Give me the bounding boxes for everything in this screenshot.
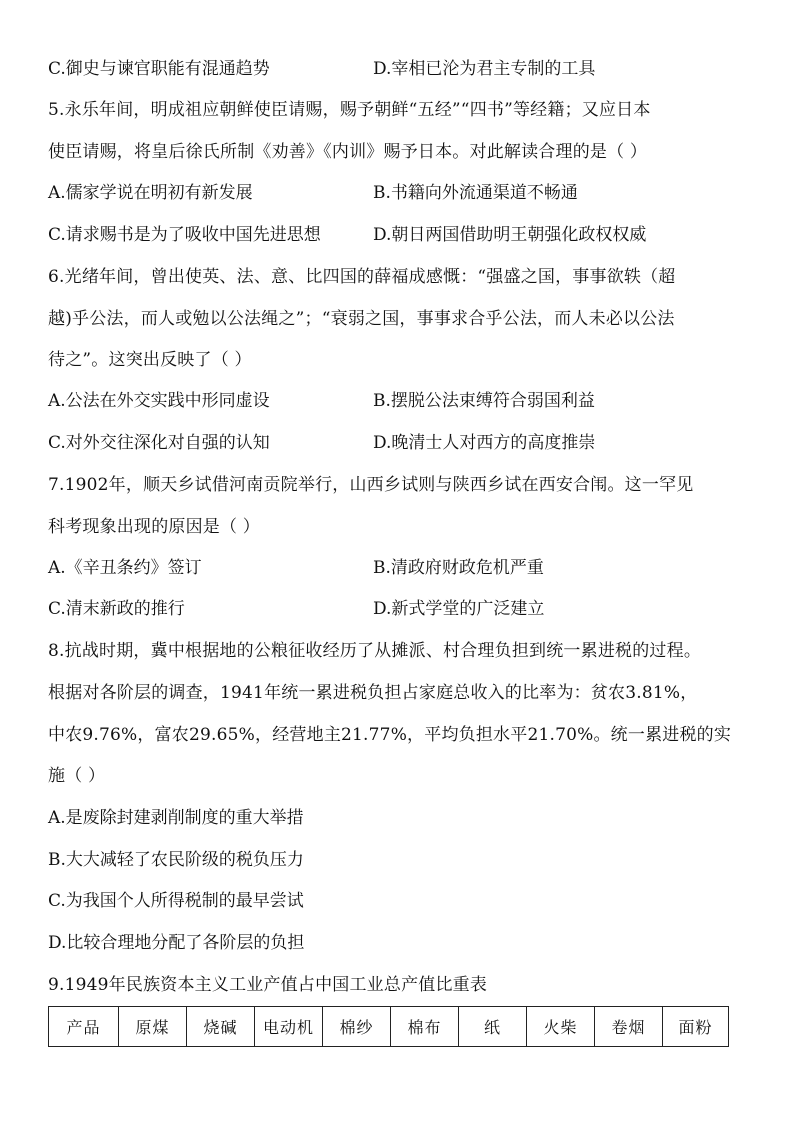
table-header-cell: 烧碱 xyxy=(187,1007,255,1047)
table-header-row xyxy=(49,1007,729,1047)
q5-stem-line: 5.永乐年间，明成祖应朝鲜使臣请赐，赐予朝鲜“五经”“四书”等经籍；又应日本 xyxy=(48,100,651,120)
q4-option-c: C.御史与谏官职能有混通趋势 xyxy=(48,59,270,79)
q5-option-d: D.朝日两国借助明王朝强化政权权威 xyxy=(373,225,647,245)
q6-stem-line: 待之”。这突出反映了（ ） xyxy=(48,350,252,370)
table-header-cell: 原煤 xyxy=(119,1007,187,1047)
production-share-table xyxy=(48,1006,729,1047)
q5-option-c: C.请求赐书是为了吸收中国先进思想 xyxy=(48,225,321,245)
table-header-cell: 纸 xyxy=(459,1007,527,1047)
table-header-cell: 火柴 xyxy=(527,1007,595,1047)
q6-stem-line: 越)乎公法，而人或勉以公法绳之”；“衰弱之国，事事求合乎公法，而人未必以公法 xyxy=(48,309,675,329)
q8-option-d: D.比较合理地分配了各阶层的负担 xyxy=(48,933,305,953)
table-header-cell: 面粉 xyxy=(663,1007,729,1047)
q7-stem-line: 7.1902年，顺天乡试借河南贡院举行，山西乡试则与陕西乡试在西安合闱。这一罕见 xyxy=(48,475,694,495)
q7-option-c: C.清末新政的推行 xyxy=(48,599,185,619)
q8-stem-line: 中农9.76%，富农29.65%，经营地主21.77%，平均负担水平21.70%。统一累进税的实 xyxy=(48,725,732,745)
table-header-cell: 棉纱 xyxy=(323,1007,391,1047)
q6-option-b: B.摆脱公法束缚符合弱国利益 xyxy=(373,391,595,411)
q8-stem-line: 8.抗战时期，冀中根据地的公粮征收经历了从摊派、村合理负担到统一累进税的过程。 xyxy=(48,641,702,661)
q6-option-a: A.公法在外交实践中形同虚设 xyxy=(48,391,270,411)
table-header-cell: 卷烟 xyxy=(595,1007,663,1047)
q6-stem-line: 6.光绪年间，曾出使英、法、意、比四国的薛福成感慨：“强盛之国，事事欲轶（超 xyxy=(48,267,676,287)
q5-stem-line: 使臣请赐，将皇后徐氏所制《劝善》《内训》赐予日本。对此解读合理的是（ ） xyxy=(48,142,648,162)
q7-stem-line: 科考现象出现的原因是（ ） xyxy=(48,517,261,537)
q8-option-c: C.为我国个人所得税制的最早尝试 xyxy=(48,891,304,911)
table-header-cell: 棉布 xyxy=(391,1007,459,1047)
q8-stem-line: 根据对各阶层的调查，1941年统一累进税负担占家庭总收入的比率为：贫农3.81%， xyxy=(48,683,698,703)
q7-option-d: D.新式学堂的广泛建立 xyxy=(373,599,545,619)
table-header-cell: 产品 xyxy=(49,1007,119,1047)
table-header-cell: 电动机 xyxy=(255,1007,323,1047)
q4-option-d: D.宰相已沦为君主专制的工具 xyxy=(373,59,596,79)
q5-option-a: A.儒家学说在明初有新发展 xyxy=(48,183,253,203)
q8-stem-line: 施（ ） xyxy=(48,766,106,786)
q6-option-c: C.对外交往深化对自强的认知 xyxy=(48,433,270,453)
q7-option-b: B.清政府财政危机严重 xyxy=(373,558,544,578)
q5-option-b: B.书籍向外流通渠道不畅通 xyxy=(373,183,578,203)
q8-option-a: A.是废除封建剥削制度的重大举措 xyxy=(48,808,304,828)
q7-option-a: A.《辛丑条约》签订 xyxy=(48,558,202,578)
q8-option-b: B.大大减轻了农民阶级的税负压力 xyxy=(48,850,304,870)
q6-option-d: D.晚清士人对西方的高度推崇 xyxy=(373,433,596,453)
q9-stem: 9.1949年民族资本主义工业产值占中国工业总产值比重表 xyxy=(48,975,488,995)
